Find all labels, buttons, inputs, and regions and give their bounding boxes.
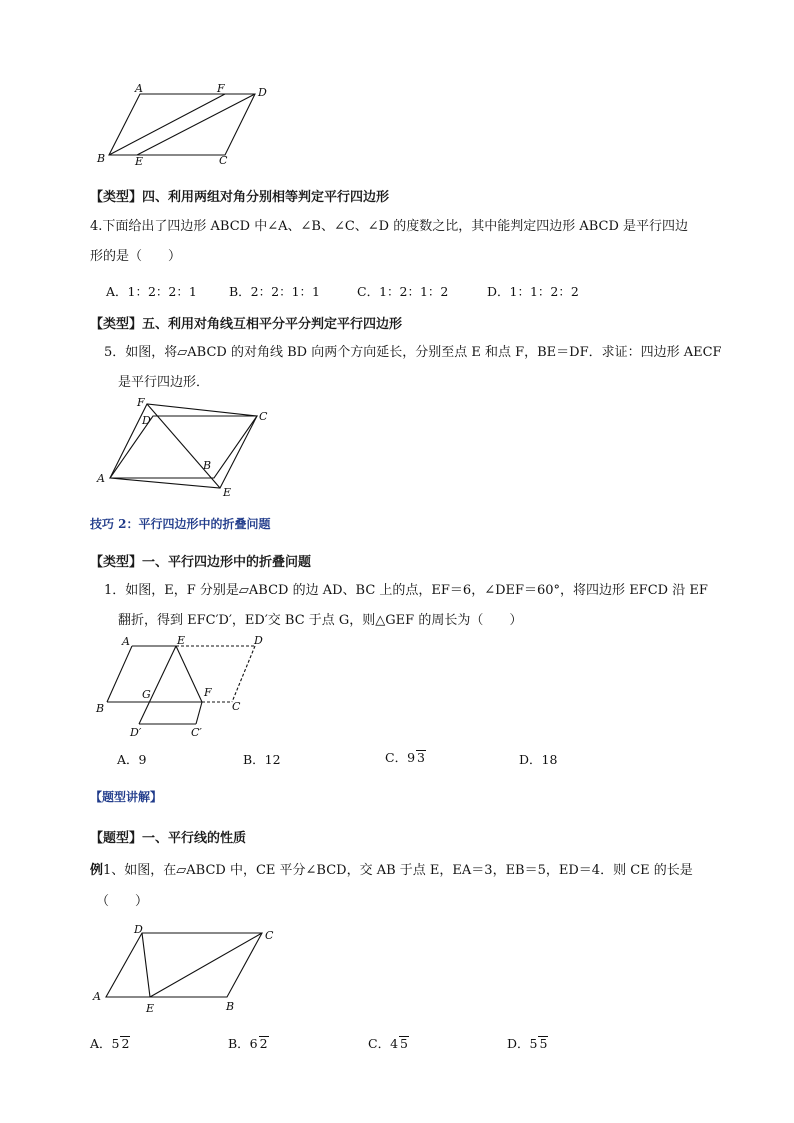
segment-ed-prime — [139, 646, 176, 724]
label-c-fold: C — [232, 700, 241, 713]
option-4-c: C．1：2：1：2 — [357, 284, 449, 299]
section-header-5: 【类型】五、利用对角线互相平分平分判定平行四边形 — [90, 317, 403, 332]
label-a: A — [135, 82, 143, 95]
label-b-ex: B — [226, 1000, 235, 1013]
section-header-4: 【类型】四、利用两组对角分别相等判定平行四边形 — [90, 190, 390, 205]
tip-2-title: 技巧 2：平行四边形中的折叠问题 — [90, 517, 271, 531]
example-prefix: 例 — [90, 863, 104, 878]
option-ex-d — [507, 1034, 548, 1052]
parallelogram-abcd-5 — [110, 416, 257, 478]
label-e-fold: E — [177, 634, 186, 647]
label-f: F — [217, 82, 225, 95]
label-cprime-fold: C′ — [191, 726, 202, 739]
figure-ce-bisector — [92, 920, 292, 1020]
question-5-line2: 是平行四边形． — [118, 375, 210, 390]
label-e-5: E — [223, 486, 232, 499]
parallelogram-abcd-ex — [106, 933, 262, 997]
question-4-line1: 4.下面给出了四边形 ABCD 中∠A、∠B、∠C、∠D 的度数之比，其中能判定四边形 ABCD 是平行四边 — [90, 219, 689, 234]
option-4-d: D．1：1：2：2 — [487, 284, 579, 299]
option-ex-a-prefix: A．5 — [90, 1036, 120, 1051]
label-a-ex: A — [93, 990, 101, 1003]
figure-aecf — [95, 396, 275, 506]
figure-parallelogram-abcd-top — [95, 82, 295, 172]
option-4-a: A．1：2：2：1 — [106, 284, 197, 299]
label-f-fold: F — [204, 686, 212, 699]
segment-ed — [137, 94, 255, 155]
label-d: D — [258, 86, 267, 99]
segment-ec — [150, 933, 262, 997]
label-d-5: D — [142, 414, 151, 427]
option-ex-a — [90, 1034, 130, 1052]
option-ex-c-prefix: C．4 — [368, 1036, 399, 1051]
figure-folding — [92, 632, 282, 742]
label-dprime-fold: D′ — [130, 726, 142, 739]
example-1-text: 1、如图，在▱ABCD 中，CE 平分∠BCD，交 AB 于点 E，EA＝3，EB＝5，ED＝4．则 CE 的长是 — [103, 863, 693, 878]
label-d-fold: D — [254, 634, 263, 647]
segment-de — [142, 933, 150, 997]
option-tip2-b: B．12 — [243, 752, 281, 767]
label-b-5: B — [203, 459, 212, 472]
sqrt-radicand: 3 — [417, 750, 425, 765]
example-1-line2: （ ） — [96, 894, 149, 909]
tip-2-type-header: 【类型】一、平行四边形中的折叠问题 — [90, 555, 312, 570]
option-ex-c — [368, 1034, 409, 1052]
question-4-line2: 形的是（ ） — [90, 249, 182, 264]
option-ex-d-prefix: D．5 — [507, 1036, 538, 1051]
sqrt-radicand: 5 — [400, 1036, 408, 1051]
label-c-5: C — [259, 410, 268, 423]
diagonal-fe — [147, 404, 220, 488]
option-ex-b-prefix: B．6 — [228, 1036, 258, 1051]
example-1-line1 — [90, 862, 693, 880]
option-4-b: B．2：2：1：1 — [229, 284, 320, 299]
label-a-5: A — [97, 472, 105, 485]
option-tip2-c — [385, 748, 426, 766]
option-tip2-d: D．18 — [519, 752, 558, 767]
tip-2-question-line2: 翻折，得到 EFC′D′，ED′交 BC 于点 G，则△GEF 的周长为（ ） — [118, 613, 523, 628]
sqrt-radicand: 5 — [539, 1036, 548, 1051]
option-tip2-c-prefix: C．9 — [385, 750, 416, 765]
explain-type-header: 【题型】一、平行线的性质 — [90, 831, 247, 846]
label-b: B — [97, 152, 106, 165]
option-ex-b — [228, 1034, 269, 1052]
label-c: C — [219, 154, 228, 167]
sqrt-radicand: 2 — [259, 1036, 268, 1051]
question-5-line1: 5．如图，将▱ABCD 的对角线 BD 向两个方向延长，分别至点 E 和点 F，BE＝DF．求证：四边形 AECF — [104, 345, 722, 360]
segment-dc-dashed — [232, 646, 255, 702]
explain-title: 【题型讲解】 — [90, 790, 163, 804]
label-a-fold: A — [122, 635, 130, 648]
segment-ef — [176, 646, 202, 702]
parallelogram-abcd — [109, 94, 255, 155]
segment-ab — [107, 646, 132, 702]
segment-f-cprime — [196, 702, 202, 724]
label-f-5: F — [137, 396, 145, 409]
label-g-fold: G — [142, 688, 151, 701]
sqrt-radicand: 2 — [121, 1036, 130, 1051]
label-d-ex: D — [134, 923, 143, 936]
label-c-ex: C — [265, 929, 274, 942]
label-b-fold: B — [96, 702, 105, 715]
segment-bf — [109, 94, 225, 155]
label-e-ex: E — [146, 1002, 155, 1015]
tip-2-question-line1: 1．如图，E，F 分别是▱ABCD 的边 AD、BC 上的点，EF＝6，∠DEF＝60°，将四边形 EFCD 沿 EF — [104, 583, 708, 598]
label-e: E — [135, 155, 144, 168]
option-tip2-a: A．9 — [117, 752, 147, 767]
